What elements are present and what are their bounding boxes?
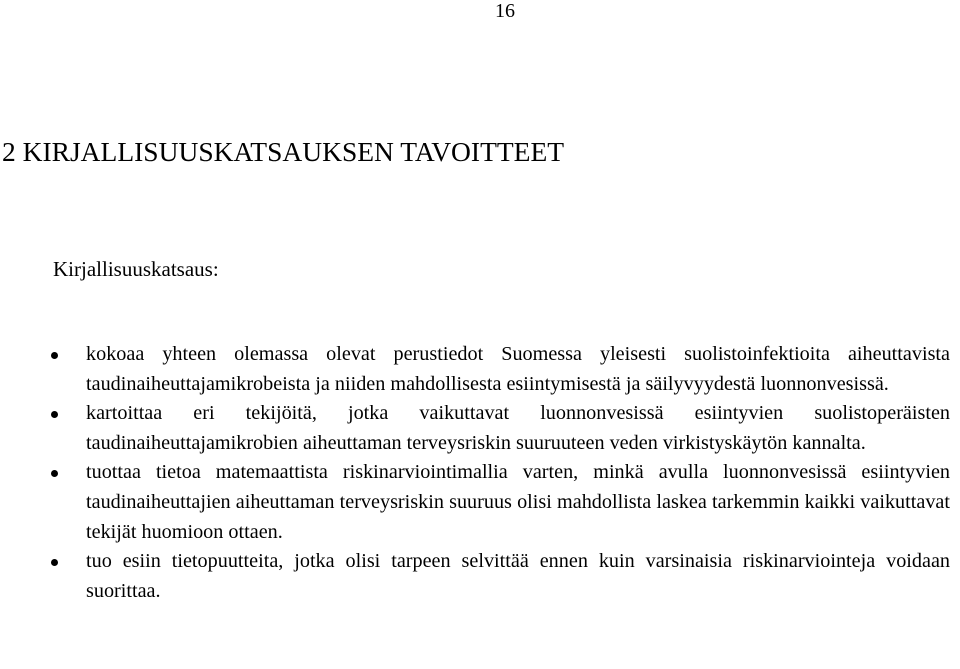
page-number: 16 [495,0,515,22]
list-item [86,340,950,399]
list-item-text: tuottaa tietoa matemaattista riskinarviointimallia varten, minkä avulla luonnonvesissä esiintyvien taudinaiheuttajien aiheuttaman terveysriskin suuruus olisi mahdollista laskea tarkemmin kaikki vaikuttavat tekijät huomioon ottaen. [86,461,950,543]
list-item [86,399,950,458]
list-item-text: kokoaa yhteen olemassa olevat perustiedot Suomessa yleisesti suolistoinfektioita aiheuttavista taudinaiheuttajamikrobeista ja niiden mahdollisesta esiintymisestä ja säilyvyydestä luonnonvesissä. [86,343,950,395]
list-item-text: tuo esiin tietopuutteita, jotka olisi tarpeen selvittää ennen kuin varsinaisia riskinarviointeja voidaan suorittaa. [86,550,950,602]
list-item [86,547,950,606]
list-item [86,458,950,547]
bullet-icon [51,559,58,566]
goals-list [86,340,950,606]
chapter-title: 2 KIRJALLISUUSKATSAUKSEN TAVOITTEET [2,136,565,167]
intro-text: Kirjallisuuskatsaus: [53,257,219,281]
list-item-text: kartoittaa eri tekijöitä, jotka vaikuttavat luonnonvesissä esiintyvien suolistoperäisten taudinaiheuttajamikrobien aiheuttaman terveysriskin suuruuteen veden virkistyskäytön kannalta. [86,402,950,454]
bullet-icon [51,470,58,477]
bullet-icon [51,411,58,418]
bullet-icon [51,352,58,359]
